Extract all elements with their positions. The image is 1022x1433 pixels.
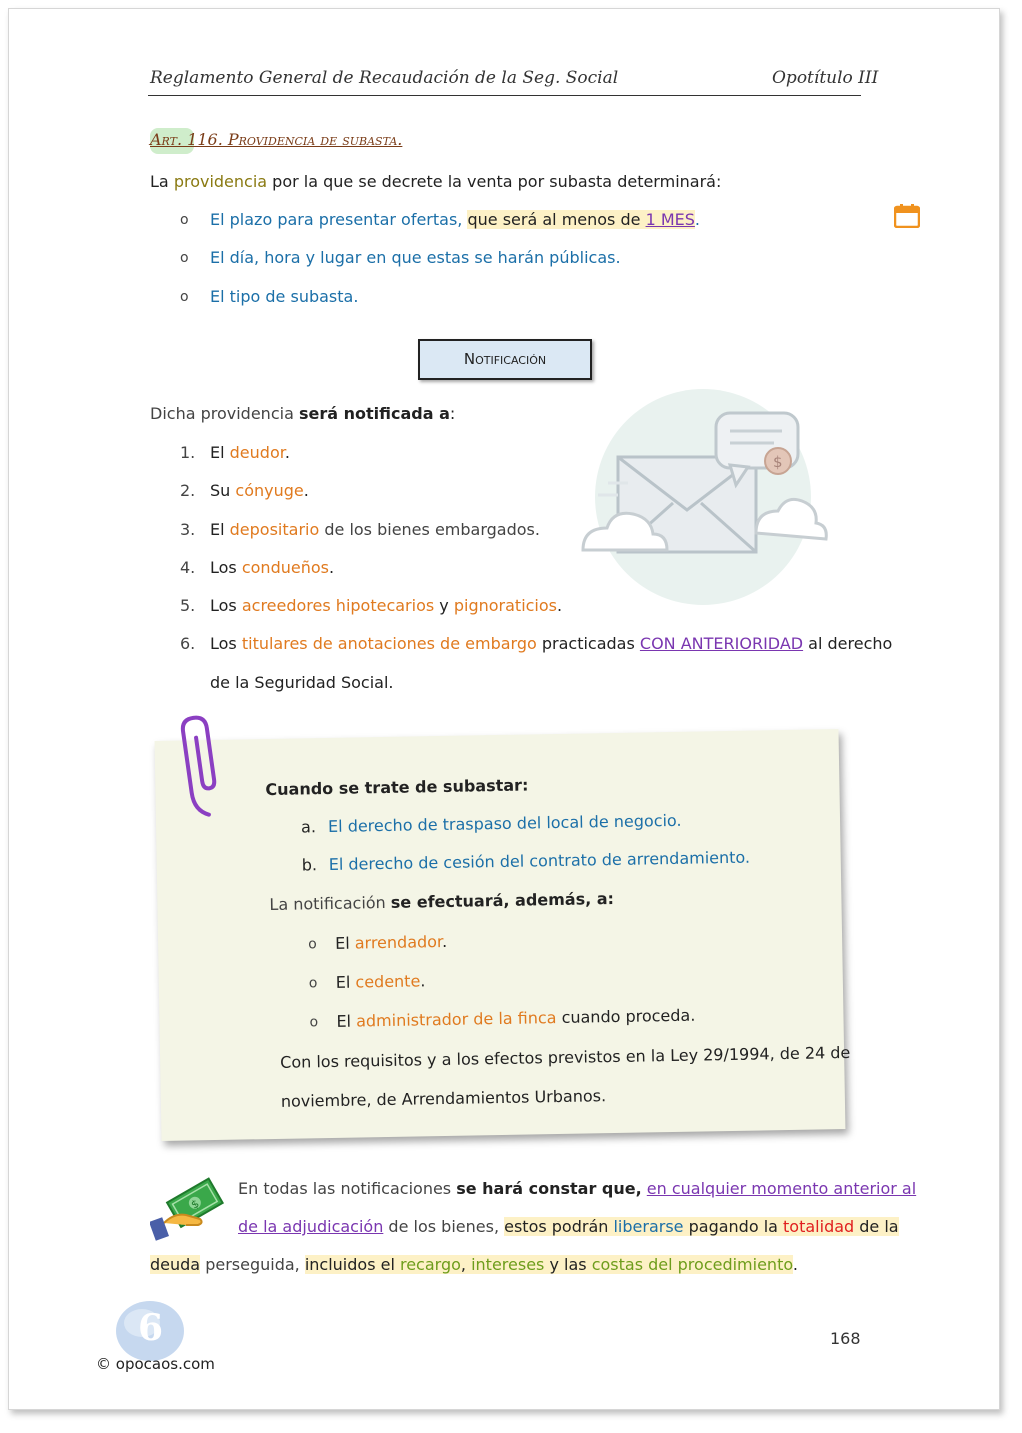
calendar-icon [894,204,920,228]
bullet-marker: o [180,250,189,266]
bullet-marker: o [307,936,317,953]
intro-highlight: providencia [173,172,268,191]
header-section: Opotítulo III [772,68,879,88]
final-text: de la [854,1217,899,1236]
list-item [210,480,309,502]
note-item-text: El derecho de traspaso del local de negocio. [327,810,682,836]
list-item-text: al derecho [803,634,893,653]
copyright: © opocaos.com [96,1355,215,1373]
list-item-highlight: pignoraticios [453,596,557,615]
list-item-highlight: titulares de anotaciones de embargo [241,634,537,653]
final-text-emphasis: de la adjudicación [238,1217,384,1236]
list-item-text: Su [210,481,236,500]
final-text: estos podrán [504,1217,614,1236]
final-text-green: recargo [399,1255,461,1274]
list-item-text: El [210,443,230,462]
final-paragraph-line [238,1216,899,1238]
svg-text:$: $ [773,453,783,471]
list-item-continuation: de la Seguridad Social. [210,673,394,692]
final-highlight [504,1217,899,1236]
note-highlight: administrador de la finca [355,1008,557,1031]
list-item-text: . [284,443,290,462]
list-number: 2. [180,481,196,500]
envelope-chat-icon [578,385,828,610]
list-item: El día, hora y lugar en que estas se harán públicas. [210,248,621,267]
final-text: de los bienes, [383,1217,505,1236]
final-text: y las [544,1255,592,1274]
note-item-text: El derecho de cesión del contrato de arrendamiento. [328,847,751,874]
list-item-highlight: condueños [241,558,329,577]
bullet-marker: o [180,289,189,305]
page-number: 168 [830,1329,861,1348]
list-item-text: . [303,481,309,500]
final-highlight [305,1255,793,1274]
bullet-marker: o [309,1014,319,1031]
final-text-bold: se hará constar que, [456,1179,642,1198]
note-text-bold: se efectuará, además, a: [390,889,615,912]
note-requirements: noviembre, de Arrendamientos Urbanos. [280,1086,607,1111]
notification-intro-text: Dicha providencia [150,404,299,423]
intro-text: La [150,172,174,191]
final-paragraph-line [150,1254,798,1276]
list-item [210,209,700,231]
final-text: . [792,1255,798,1274]
list-item-highlight: acreedores hipotecarios [241,596,435,615]
note-text: . [441,931,448,952]
list-item-text: que será al menos de [467,210,646,229]
list-item-highlight: cónyuge [235,481,304,500]
list-item-text: Los [210,634,242,653]
list-item [210,519,540,541]
note-text: El [334,933,355,953]
list-item: El tipo de subasta. [210,287,359,306]
note-text: El [336,1011,357,1031]
note-highlight: cedente [355,971,421,992]
note-text: cuando proceda. [556,1005,696,1028]
list-number: 6. [180,634,196,653]
header-title: Reglamento General de Recaudación de la Seg. Social [150,68,619,88]
final-text-blue: liberarse [613,1217,684,1236]
list-item-text: El [210,520,230,539]
list-item-text: practicadas [536,634,640,653]
list-item-text: Los [210,596,242,615]
final-text: incluidos el [304,1255,400,1274]
bullet-marker: o [308,975,318,992]
final-text-green: intereses [471,1255,545,1274]
list-number: 5. [180,596,196,615]
list-item [210,557,334,579]
note-card [155,729,851,1141]
list-item [210,633,892,655]
list-number: 4. [180,558,196,577]
note-highlight: arrendador [354,932,443,953]
notification-intro-colon: : [449,404,456,423]
note-title: Cuando se trate de subastar: [265,775,529,800]
article-title: Art. 116. Providencia de subasta. [150,130,403,149]
list-number: 3. [180,520,196,539]
notification-intro [150,403,455,425]
final-text: perseguida, [200,1255,305,1274]
list-item-highlight: deudor [229,443,285,462]
final-text-emphasis: en cualquier momento anterior al [646,1179,917,1198]
bullet-marker: o [180,212,189,228]
final-text: En todas las notificaciones [238,1179,457,1198]
notification-intro-bold: será notificada a [298,404,450,423]
list-item-text: . [328,558,335,577]
svg-text:$: $ [188,1196,202,1212]
list-item-text: El plazo para presentar ofertas, [210,210,463,229]
list-item-highlight [467,210,694,229]
intro-text-rest: por la que se decrete la venta por subasta determinará: [267,172,722,191]
list-item-text: . [694,210,700,229]
duration-label: 1 MES [645,210,695,229]
header-divider [148,95,861,96]
note-text: . [420,971,426,991]
list-item-text: y [434,596,454,615]
note-item-label: a. [300,817,317,837]
list-item [210,442,290,464]
list-item-highlight: depositario [229,520,320,539]
note-list-item [335,931,447,955]
final-text: deuda [150,1255,201,1274]
money-hand-icon [150,1175,226,1243]
section-label-box: Notificación [418,339,592,380]
paperclip-icon [180,710,240,820]
note-text: El [335,972,356,992]
final-text: pagando la [683,1217,784,1236]
final-text-red: totalidad [783,1217,855,1236]
list-number: 1. [180,443,196,462]
final-text-green: costas del procedimiento [591,1255,793,1274]
note-requirements: Con los requisitos y a los efectos previstos en la Ley 29/1994, de 24 de [280,1042,851,1072]
list-item [210,595,562,617]
note-notification-line [269,888,614,916]
note-list-item [336,1005,695,1033]
logo-glyph: 6 [138,1307,164,1349]
note-list-item [336,970,426,994]
list-item-text: . [557,596,563,615]
list-item-emphasis: CON ANTERIORIDAD [639,634,804,653]
note-text: La notificación [269,892,391,915]
list-item-text: Los [210,558,242,577]
final-paragraph-line [238,1178,916,1200]
list-item-text: de los bienes embargados. [319,520,540,539]
note-item-label: b. [301,855,318,875]
final-text: , [460,1255,472,1274]
intro-paragraph [150,171,721,193]
